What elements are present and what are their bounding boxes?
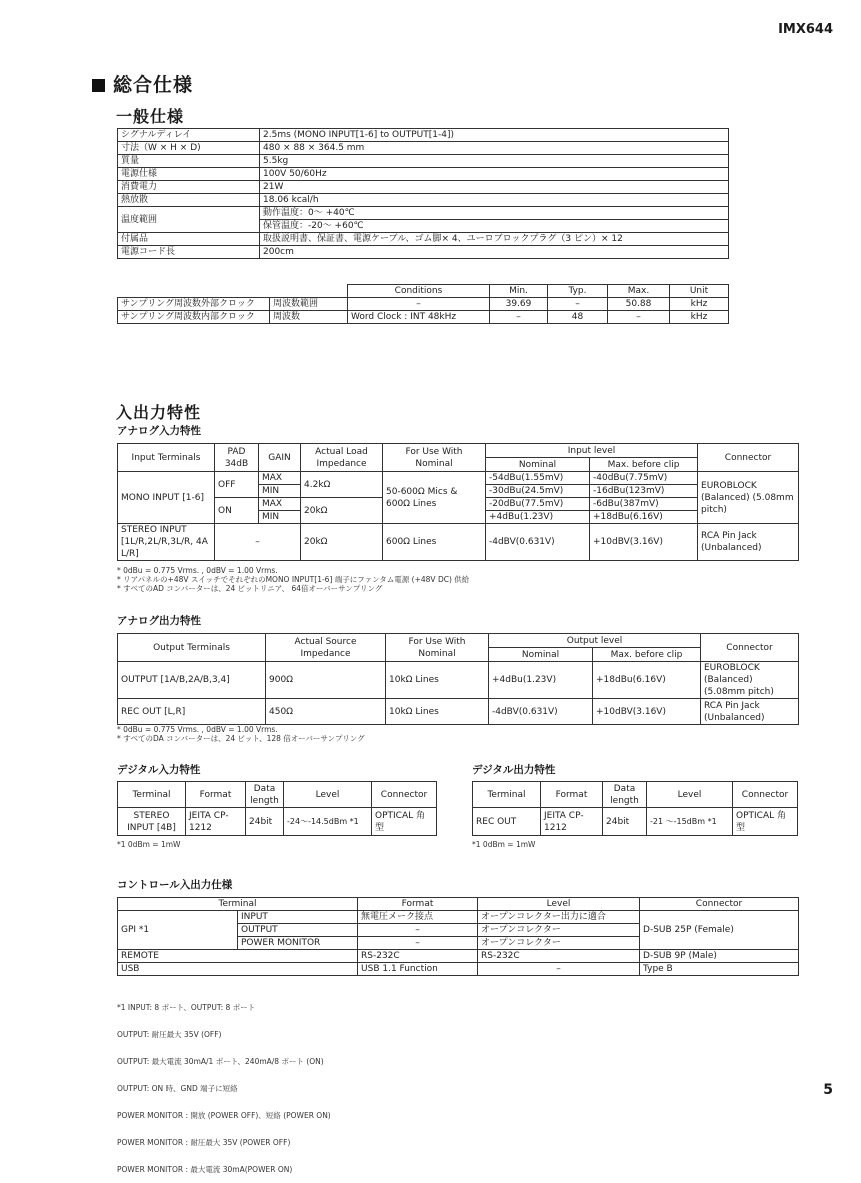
table-cell: D-SUB 25P (Female) xyxy=(640,911,799,950)
table-row xyxy=(118,298,729,311)
table-header-row xyxy=(118,444,799,458)
table-row xyxy=(118,950,799,963)
table-cell: -20dBu(77.5mV) xyxy=(486,498,590,511)
table-cell: OPTICAL 角型 xyxy=(372,808,437,836)
table-cell: 600Ω Lines xyxy=(383,524,486,561)
table-row xyxy=(118,808,437,836)
table-cell: OPTICAL 角型 xyxy=(733,808,798,836)
column-header: Max. before clip xyxy=(590,458,698,472)
note-line: POWER MONITOR : 耐圧最大 35V (POWER OFF) xyxy=(117,1138,291,1147)
table-cell: REC OUT xyxy=(473,808,541,836)
spec-label: 熱放散 xyxy=(118,194,260,207)
table-cell: 周波数範囲 xyxy=(270,298,348,311)
table-cell: D-SUB 9P (Male) xyxy=(640,950,799,963)
table-header-row xyxy=(118,634,799,648)
table-cell: – xyxy=(478,963,640,976)
table-cell: EUROBLOCK (Balanced) (5.08mm pitch) xyxy=(698,472,799,524)
table-cell: MAX xyxy=(259,498,301,511)
column-header: Terminal xyxy=(118,782,186,808)
spec-label: 付属品 xyxy=(118,233,260,246)
column-header: Output level xyxy=(489,634,701,648)
table-cell: +10dBV(3.16V) xyxy=(593,699,701,725)
column-header: Nominal xyxy=(489,648,593,662)
table-cell: +4dBu(1.23V) xyxy=(489,662,593,699)
io-heading: 入出力特性 xyxy=(116,403,202,422)
analog-output-table xyxy=(117,633,799,725)
spec-label: 寸法（W × H × D) xyxy=(118,142,260,155)
column-header: Actual Source Impedance xyxy=(266,634,386,662)
spec-value: 取扱説明書、保証書、電源ケーブル、ゴム脚× 4、ユーロブロックプラグ（3 ピン）× 12 xyxy=(260,233,729,246)
table-cell: オープンコレクター xyxy=(478,924,640,937)
column-header: Max. before clip xyxy=(593,648,701,662)
control-heading: コントロール入出力仕様 xyxy=(117,879,233,891)
table-cell: 900Ω xyxy=(266,662,386,699)
table-cell: 50-600Ω Mics & 600Ω Lines xyxy=(383,472,486,524)
table-cell: Type B xyxy=(640,963,799,976)
column-header: For Use With Nominal xyxy=(383,444,486,472)
table-cell: – xyxy=(348,298,490,311)
table-cell: -21 ～-15dBm *1 xyxy=(647,808,733,836)
table-cell: Word Clock : INT 48kHz xyxy=(348,311,490,324)
spec-value: 2.5ms (MONO INPUT[1-6] to OUTPUT[1-4]) xyxy=(260,129,729,142)
spec-value: 480 × 88 × 364.5 mm xyxy=(260,142,729,155)
table-cell: オープンコレクター xyxy=(478,937,640,950)
table-cell: – xyxy=(358,937,478,950)
spec-value: 200cm xyxy=(260,246,729,259)
column-header: Terminal xyxy=(118,898,358,911)
table-cell: MAX xyxy=(259,472,301,485)
page-number: 5 xyxy=(823,1082,833,1098)
spec-label: 温度範囲 xyxy=(118,207,260,233)
column-header: Input Terminals xyxy=(118,444,215,472)
note-line: * 0dBu = 0.775 Vrms. , 0dBV = 1.00 Vrms. xyxy=(117,566,278,575)
table-cell: -40dBu(7.75mV) xyxy=(590,472,698,485)
analog-in-heading: アナログ入力特性 xyxy=(117,425,201,437)
table-cell: -16dBu(123mV) xyxy=(590,485,698,498)
column-header: Conditions xyxy=(348,285,490,298)
table-cell: OFF xyxy=(215,472,259,498)
table-cell: 450Ω xyxy=(266,699,386,725)
table-row xyxy=(118,662,799,699)
digital-input-table xyxy=(117,781,437,836)
column-header: Connector xyxy=(698,444,799,472)
table-cell: RS-232C xyxy=(358,950,478,963)
table-cell: 無電圧メーク接点 xyxy=(358,911,478,924)
column-header: PAD 34dB xyxy=(215,444,259,472)
spec-label: 消費電力 xyxy=(118,181,260,194)
table-row xyxy=(118,524,799,561)
table-cell: RS-232C xyxy=(478,950,640,963)
column-header: For Use With Nominal xyxy=(386,634,489,662)
table-cell: 周波数 xyxy=(270,311,348,324)
spec-label: 電源コード長 xyxy=(118,246,260,259)
table-cell: JEITA CP-1212 xyxy=(186,808,246,836)
table-cell: POWER MONITOR xyxy=(238,937,358,950)
clock-table xyxy=(117,284,729,324)
note-line: OUTPUT: 耐圧最大 35V (OFF) xyxy=(117,1030,222,1039)
table-cell: 20kΩ xyxy=(301,524,383,561)
table-cell: 10kΩ Lines xyxy=(386,662,489,699)
table-row xyxy=(118,699,799,725)
spec-value: 100V 50/60Hz xyxy=(260,168,729,181)
column-header: Level xyxy=(647,782,733,808)
column-header: Format xyxy=(541,782,603,808)
table-row xyxy=(118,168,729,181)
table-row xyxy=(118,311,729,324)
column-header: Typ. xyxy=(548,285,608,298)
table-cell: MIN xyxy=(259,511,301,524)
spec-label: 質量 xyxy=(118,155,260,168)
table-cell: RCA Pin Jack (Unbalanced) xyxy=(698,524,799,561)
note-line: * 0dBu = 0.775 Vrms. , 0dBV = 1.00 Vrms. xyxy=(117,725,278,734)
table-cell: -6dBu(387mV) xyxy=(590,498,698,511)
digital-in-heading: デジタル入力特性 xyxy=(117,764,201,776)
column-header: Connector xyxy=(733,782,798,808)
column-header: Connector xyxy=(372,782,437,808)
table-row xyxy=(118,233,729,246)
table-cell: -4dBV(0.631V) xyxy=(486,524,590,561)
general-spec-heading: 一般仕様 xyxy=(116,107,185,126)
table-cell: サンプリング周波数内部クロック xyxy=(118,311,270,324)
column-header: GAIN xyxy=(259,444,301,472)
spec-label: シグナルディレイ xyxy=(118,129,260,142)
table-cell: 24bit xyxy=(246,808,284,836)
table-cell: JEITA CP-1212 xyxy=(541,808,603,836)
table-cell: – xyxy=(548,298,608,311)
table-cell: 4.2kΩ xyxy=(301,472,383,498)
table-row xyxy=(118,472,799,485)
table-row xyxy=(473,808,798,836)
analog-out-heading: アナログ出力特性 xyxy=(117,615,201,627)
page-title: 総合仕様 xyxy=(92,70,193,97)
table-cell: GPI *1 xyxy=(118,911,238,950)
note-line: *1 INPUT: 8 ポート、OUTPUT: 8 ポート xyxy=(117,1003,256,1012)
note-line: POWER MONITOR : 最大電流 30mA(POWER ON) xyxy=(117,1165,293,1174)
digital-out-heading: デジタル出力特性 xyxy=(472,764,556,776)
table-cell: +18dBu(6.16V) xyxy=(590,511,698,524)
table-cell: INPUT xyxy=(238,911,358,924)
table-header-row xyxy=(118,782,437,808)
spec-value: 21W xyxy=(260,181,729,194)
note-line: * すべてのAD コンバーターは、24 ビットリニア、 64倍オーバーサンプリング xyxy=(117,584,383,593)
digital-output-table xyxy=(472,781,798,836)
table-cell: RCA Pin Jack (Unbalanced) xyxy=(701,699,799,725)
column-header: Format xyxy=(358,898,478,911)
table-cell: USB xyxy=(118,963,358,976)
table-row xyxy=(118,963,799,976)
column-header: Max. xyxy=(608,285,670,298)
table-cell: USB 1.1 Function xyxy=(358,963,478,976)
column-header: Actual Load Impedance xyxy=(301,444,383,472)
table-cell: kHz xyxy=(670,311,729,324)
table-cell: +10dBV(3.16V) xyxy=(590,524,698,561)
general-spec-table xyxy=(117,128,729,259)
control-table xyxy=(117,897,799,976)
table-row xyxy=(118,194,729,207)
column-header: Format xyxy=(186,782,246,808)
column-header: Terminal xyxy=(473,782,541,808)
table-header-row xyxy=(118,285,729,298)
table-cell: STEREO INPUT [1L/R,2L/R,3L/R, 4A L/R] xyxy=(118,524,215,561)
table-cell: +18dBu(6.16V) xyxy=(593,662,701,699)
table-cell: 39.69 xyxy=(490,298,548,311)
table-cell: -54dBu(1.55mV) xyxy=(486,472,590,485)
table-row xyxy=(118,142,729,155)
square-bullet-icon xyxy=(92,79,105,92)
model-name: IMX644 xyxy=(778,22,833,37)
column-header: Level xyxy=(284,782,372,808)
table-cell: EUROBLOCK (Balanced) (5.08mm pitch) xyxy=(701,662,799,699)
table-cell: STEREO INPUT [4B] xyxy=(118,808,186,836)
note-line: * リアパネルの+48V スイッチでそれぞれのMONO INPUT[1-6] 端子にファンタム電源 (+48V DC) 供給 xyxy=(117,575,470,584)
table-cell: 20kΩ xyxy=(301,498,383,524)
table-row xyxy=(118,911,799,924)
table-cell: 50.88 xyxy=(608,298,670,311)
table-cell: REC OUT [L,R] xyxy=(118,699,266,725)
digital-out-note: *1 0dBm = 1mW xyxy=(472,840,536,849)
spec-value: 動作温度：0～ +40℃ xyxy=(260,207,729,220)
column-header: Level xyxy=(478,898,640,911)
note-line: OUTPUT: 最大電流 30mA/1 ポート、240mA/8 ポート (ON) xyxy=(117,1057,324,1066)
spec-value: 5.5kg xyxy=(260,155,729,168)
table-cell: OUTPUT xyxy=(238,924,358,937)
table-cell: オープンコレクター出力に適合 xyxy=(478,911,640,924)
table-cell: REMOTE xyxy=(118,950,358,963)
table-header-row xyxy=(473,782,798,808)
table-row xyxy=(118,181,729,194)
note-line: OUTPUT: ON 時、GND 端子に短絡 xyxy=(117,1084,238,1093)
column-header: Min. xyxy=(490,285,548,298)
table-row xyxy=(118,246,729,259)
table-cell: +4dBu(1.23V) xyxy=(486,511,590,524)
note-line: POWER MONITOR : 開放 (POWER OFF)、短絡 (POWER ON) xyxy=(117,1111,331,1120)
column-header: Connector xyxy=(640,898,799,911)
table-cell: MONO INPUT [1-6] xyxy=(118,472,215,524)
digital-in-note: *1 0dBm = 1mW xyxy=(117,840,181,849)
table-cell: 24bit xyxy=(603,808,647,836)
table-cell: kHz xyxy=(670,298,729,311)
table-cell: – xyxy=(608,311,670,324)
spec-label: 電源仕様 xyxy=(118,168,260,181)
table-cell: – xyxy=(358,924,478,937)
table-cell: -4dBV(0.631V) xyxy=(489,699,593,725)
table-row xyxy=(118,207,729,220)
table-cell: -30dBu(24.5mV) xyxy=(486,485,590,498)
table-cell: MIN xyxy=(259,485,301,498)
column-header: Input level xyxy=(486,444,698,458)
table-cell: OUTPUT [1A/B,2A/B,3,4] xyxy=(118,662,266,699)
spec-value: 保管温度：-20～ +60℃ xyxy=(260,220,729,233)
table-cell: -24～-14.5dBm *1 xyxy=(284,808,372,836)
table-cell: サンプリング周波数外部クロック xyxy=(118,298,270,311)
table-header-row xyxy=(118,898,799,911)
column-header: Unit xyxy=(670,285,729,298)
column-header: Nominal xyxy=(486,458,590,472)
table-cell: 48 xyxy=(548,311,608,324)
table-row xyxy=(118,155,729,168)
analog-input-table xyxy=(117,443,799,561)
control-notes xyxy=(117,985,331,1183)
table-cell: 10kΩ Lines xyxy=(386,699,489,725)
spec-value: 18.06 kcal/h xyxy=(260,194,729,207)
analog-out-notes xyxy=(117,725,365,743)
column-header: Data length xyxy=(246,782,284,808)
table-cell: ON xyxy=(215,498,259,524)
column-header: Output Terminals xyxy=(118,634,266,662)
table-row xyxy=(118,129,729,142)
table-cell: – xyxy=(215,524,301,561)
column-header: Connector xyxy=(701,634,799,662)
table-cell: – xyxy=(490,311,548,324)
note-line: * すべてのDA コンバーターは、24 ビット、128 倍オーバーサンプリング xyxy=(117,734,365,743)
analog-in-notes xyxy=(117,566,469,593)
column-header: Data length xyxy=(603,782,647,808)
